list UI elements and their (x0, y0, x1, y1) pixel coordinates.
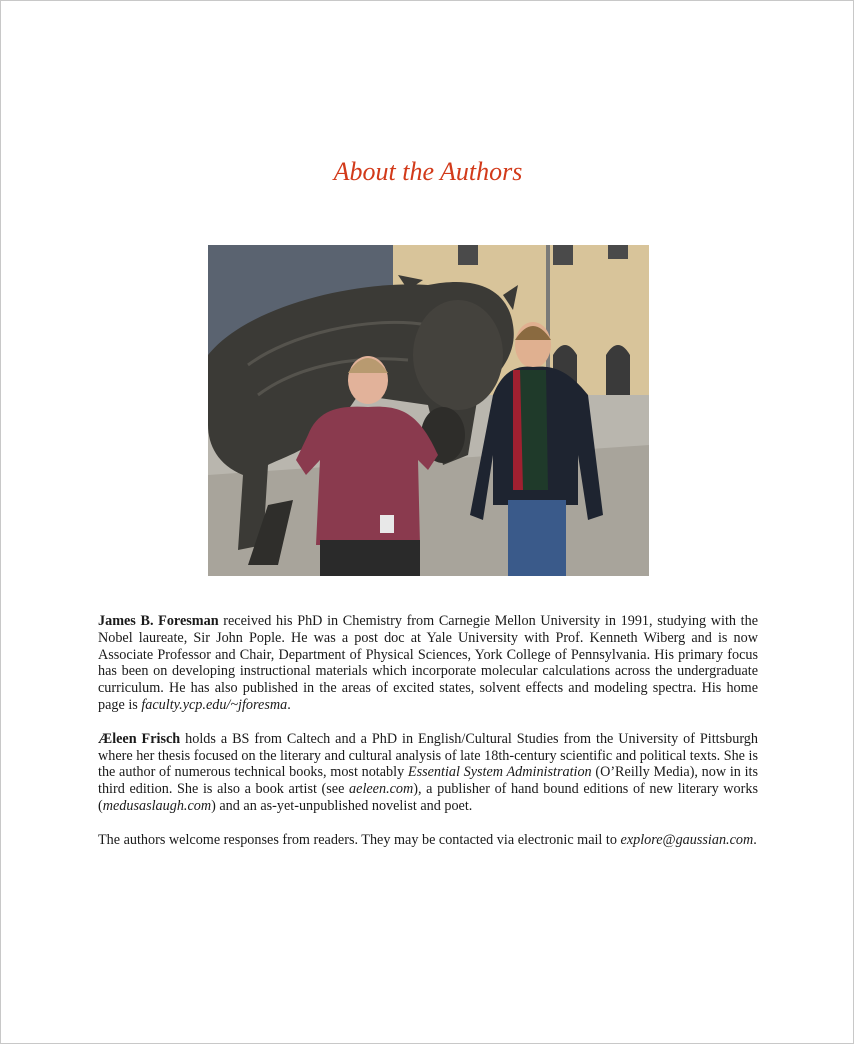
bio-frisch (98, 731, 758, 815)
authors-photo-image (208, 245, 649, 576)
homepage-link[interactable]: faculty.ycp.edu/~jforesma (141, 696, 288, 713)
book-title: Essential System Administration (407, 764, 592, 781)
website-link[interactable]: medusaslaugh.com (102, 797, 212, 814)
website-link[interactable]: aeleen.com (349, 781, 414, 798)
author-name: James B. Foresman (98, 613, 219, 629)
author-bios (98, 613, 758, 866)
authors-photo (208, 245, 649, 576)
bio-text: holds a BS from Caltech and a PhD in English/Cultural Studies from the University of Pittsburgh where her thesis focused on the literary and cultural analysis of late 18th-century scientific and political texts. She is the author of numerous technical books, most notably (98, 730, 758, 781)
author-name: Æleen Frisch (98, 730, 181, 747)
bio-text: received his PhD in Chemistry from Carnegie Mellon University in 1991, studying with the Nobel laureate, Sir John Pople. He was a post doc at Yale University with Prof. Kenneth Wiberg and is now Associate Professor and Chair, Department of Physical Sciences, York College of Pennsylvania. His primary focus has been on developing instructional materials which incorporate molecular calculations across the undergraduate curriculum. He has also published in the areas of excited states, solvent effects and modeling spectra. His home page is (98, 613, 758, 713)
page-title: About the Authors (333, 157, 523, 186)
email-link[interactable]: explore@gaussian.com (620, 831, 754, 848)
bio-text: (O’Reilly Media), now in its third edition. She is also a book artist (see (98, 764, 758, 798)
bio-text: ) and an as-yet-unpublished novelist and poet. (211, 797, 473, 814)
bio-text-end: . (287, 696, 291, 713)
bio-text: ), a publisher of hand bound editions of new literary works ( (98, 781, 758, 814)
contact-text: The authors welcome responses from readers. They may be contacted via electronic mail to (98, 831, 621, 848)
contact-note (98, 832, 758, 849)
contact-text-end: . (753, 831, 757, 848)
bio-foresman (98, 613, 758, 714)
